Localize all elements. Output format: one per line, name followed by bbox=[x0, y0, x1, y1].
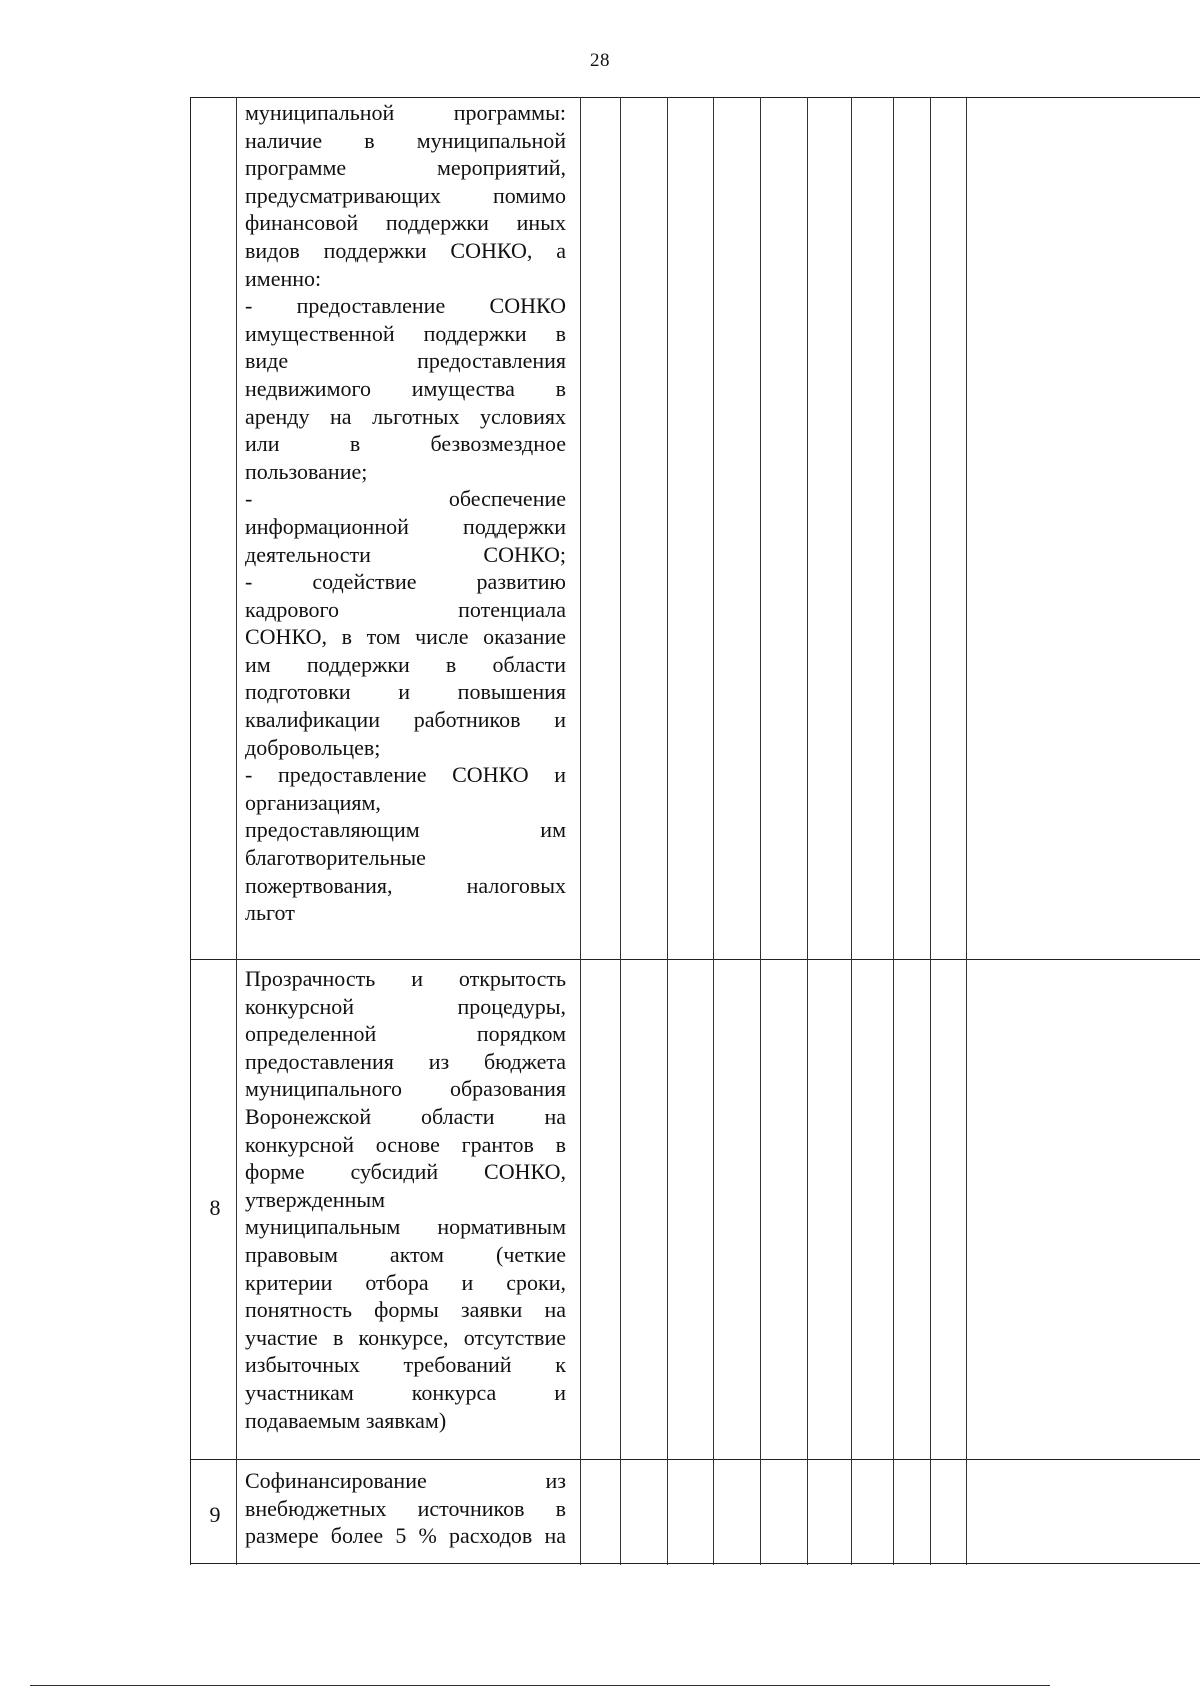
text-line: форме субсидий СОНКО, bbox=[245, 1159, 566, 1185]
text-line: СОНКО, в том числе оказание bbox=[245, 624, 566, 650]
text-line: предоставления из бюджета bbox=[245, 1048, 566, 1074]
text-line: Прозрачность и открытость bbox=[245, 966, 566, 991]
text-line: муниципального образования bbox=[245, 1076, 566, 1102]
text-line: внебюджетных источников в bbox=[245, 1495, 566, 1521]
text-line: правовым актом (четкие bbox=[245, 1241, 566, 1267]
column-separator bbox=[236, 97, 237, 1565]
text-line: - предоставление СОНКО bbox=[245, 293, 566, 319]
text-line: - содействие развитию bbox=[245, 569, 566, 595]
text-line: именно: bbox=[245, 265, 322, 291]
text-line: финансовой поддержки иных bbox=[245, 210, 566, 236]
column-separator bbox=[893, 97, 894, 1565]
row-separator bbox=[190, 1459, 1200, 1460]
text-line: определенной порядком bbox=[245, 1021, 566, 1047]
column-separator bbox=[966, 97, 967, 1565]
text-line: муниципальным нормативным bbox=[245, 1214, 566, 1240]
text-line: - обеспечение bbox=[245, 486, 566, 512]
row-number: 8 bbox=[209, 1195, 221, 1220]
text-line: кадрового потенциала bbox=[245, 596, 566, 622]
text-line: избыточных требований к bbox=[245, 1352, 566, 1378]
text-line: предоставляющим им bbox=[245, 817, 566, 843]
text-line: пожертвования, налоговых bbox=[245, 872, 566, 898]
text-line: программе мероприятий, bbox=[245, 155, 566, 181]
text-line: понятность формы заявки на bbox=[245, 1297, 566, 1323]
text-line: пользование; bbox=[245, 458, 368, 484]
text-line: информационной поддержки bbox=[245, 513, 566, 539]
text-line: конкурсной основе грантов в bbox=[245, 1131, 566, 1157]
criterion-text bbox=[245, 965, 566, 1434]
text-line: или в безвозмездное bbox=[245, 431, 566, 457]
criterion-text bbox=[245, 99, 566, 927]
text-line: подаваемым заявкам) bbox=[245, 1407, 447, 1433]
text-line: участникам конкурса и bbox=[245, 1379, 566, 1405]
table-bottom-border bbox=[190, 1563, 1200, 1564]
column-separator bbox=[760, 97, 761, 1565]
text-line: льгот bbox=[245, 900, 295, 926]
text-line: им поддержки в области bbox=[245, 651, 566, 677]
text-line: деятельности СОНКО; bbox=[245, 541, 566, 567]
text-line: предусматривающих помимо bbox=[245, 182, 566, 208]
text-line: Воронежской области на bbox=[245, 1103, 566, 1129]
column-separator bbox=[620, 97, 621, 1565]
table-left-border bbox=[190, 97, 191, 1565]
page-number: 28 bbox=[590, 50, 610, 71]
text-line: - предоставление СОНКО и bbox=[245, 762, 566, 788]
column-separator bbox=[851, 97, 852, 1565]
column-separator bbox=[580, 97, 581, 1565]
bottom-rule bbox=[30, 1685, 1050, 1686]
text-line: аренду на льготных условиях bbox=[245, 403, 566, 429]
text-line: размере более 5 % расходов на bbox=[245, 1523, 566, 1549]
text-line: подготовки и повышения bbox=[245, 679, 566, 705]
column-separator bbox=[930, 97, 931, 1565]
text-line: добровольцев; bbox=[245, 734, 381, 760]
text-line: имущественной поддержки в bbox=[245, 320, 566, 346]
text-line: наличие в муниципальной bbox=[245, 127, 566, 153]
column-separator bbox=[667, 97, 668, 1565]
row-number: 9 bbox=[209, 1502, 221, 1527]
text-line: участие в конкурсе, отсутствие bbox=[245, 1324, 566, 1350]
criterion-text bbox=[245, 1467, 566, 1550]
text-line: муниципальной программы: bbox=[245, 100, 566, 125]
text-line: Софинансирование из bbox=[245, 1468, 566, 1493]
column-separator bbox=[807, 97, 808, 1565]
text-line: конкурсной процедуры, bbox=[245, 993, 566, 1019]
text-line: критерии отбора и сроки, bbox=[245, 1269, 566, 1295]
text-line: виде предоставления bbox=[245, 348, 566, 374]
row-separator bbox=[190, 959, 1200, 960]
text-line: утвержденным bbox=[245, 1186, 386, 1212]
text-line: недвижимого имущества в bbox=[245, 375, 566, 401]
table-top-border bbox=[190, 97, 1200, 98]
column-separator bbox=[713, 97, 714, 1565]
text-line: видов поддержки СОНКО, а bbox=[245, 237, 566, 263]
text-line: организациям, bbox=[245, 789, 381, 815]
text-line: квалификации работников и bbox=[245, 707, 566, 733]
text-line: благотворительные bbox=[245, 845, 426, 871]
